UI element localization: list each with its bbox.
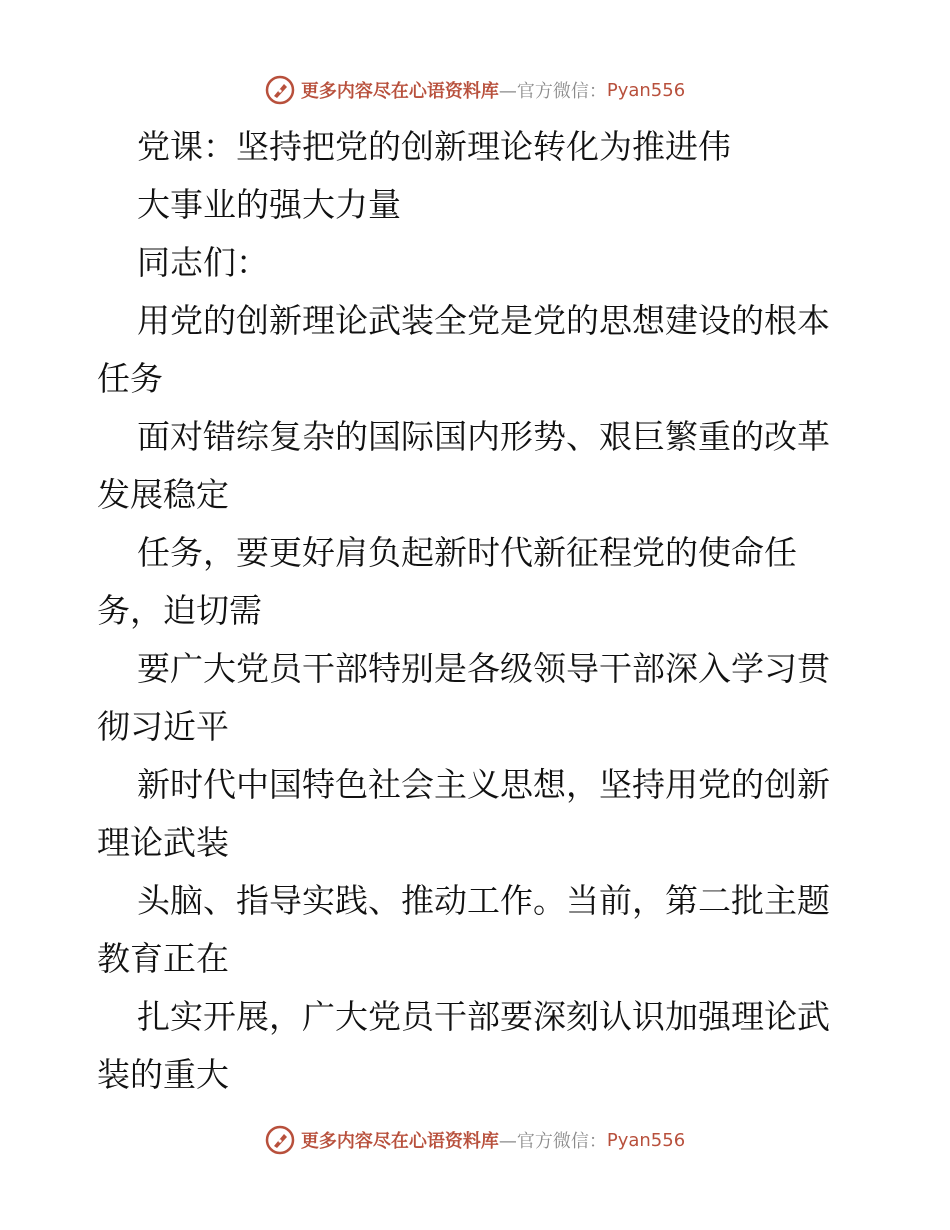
footer-watermark-banner	[0, 1122, 950, 1158]
text-line: 任务，要更好肩负起新时代新征程党的使命任	[137, 533, 797, 572]
text-line: 务，迫切需	[97, 591, 262, 630]
text-line: 新时代中国特色社会主义思想，坚持用党的创新	[137, 765, 830, 804]
text-line: 装的重大	[97, 1055, 229, 1094]
banner-subtitle: —官方微信：	[498, 81, 607, 102]
banner-title: 更多内容尽在心语资料库	[300, 81, 499, 102]
fountain-pen-logo-icon	[265, 75, 295, 105]
text-line: 头脑、指导实践、推动工作。当前，第二批主题	[137, 881, 830, 920]
text-line: 教育正在	[97, 939, 229, 978]
text-line: 理论武装	[97, 823, 229, 862]
text-line: 同志们：	[137, 243, 269, 282]
document-body	[97, 118, 857, 1104]
banner-title: 更多内容尽在心语资料库	[300, 1131, 499, 1152]
text-line: 党课：坚持把党的创新理论转化为推进伟	[137, 127, 731, 166]
text-line: 大事业的强大力量	[137, 185, 401, 224]
text-line: 彻习近平	[97, 707, 229, 746]
header-watermark-banner	[0, 72, 950, 108]
text-line: 用党的创新理论武装全党是党的思想建设的根本	[137, 301, 830, 340]
banner-subtitle: —官方微信：	[498, 1131, 607, 1152]
text-line: 扎实开展，广大党员干部要深刻认识加强理论武	[137, 997, 830, 1036]
text-line: 发展稳定	[97, 475, 229, 514]
banner-wechat-id: Pyan556	[606, 1129, 686, 1151]
text-line: 要广大党员干部特别是各级领导干部深入学习贯	[137, 649, 830, 688]
text-line: 面对错综复杂的国际国内形势、艰巨繁重的改革	[137, 417, 830, 456]
banner-wechat-id: Pyan556	[606, 79, 686, 101]
text-line: 任务	[97, 359, 163, 398]
fountain-pen-logo-icon	[265, 1125, 295, 1155]
